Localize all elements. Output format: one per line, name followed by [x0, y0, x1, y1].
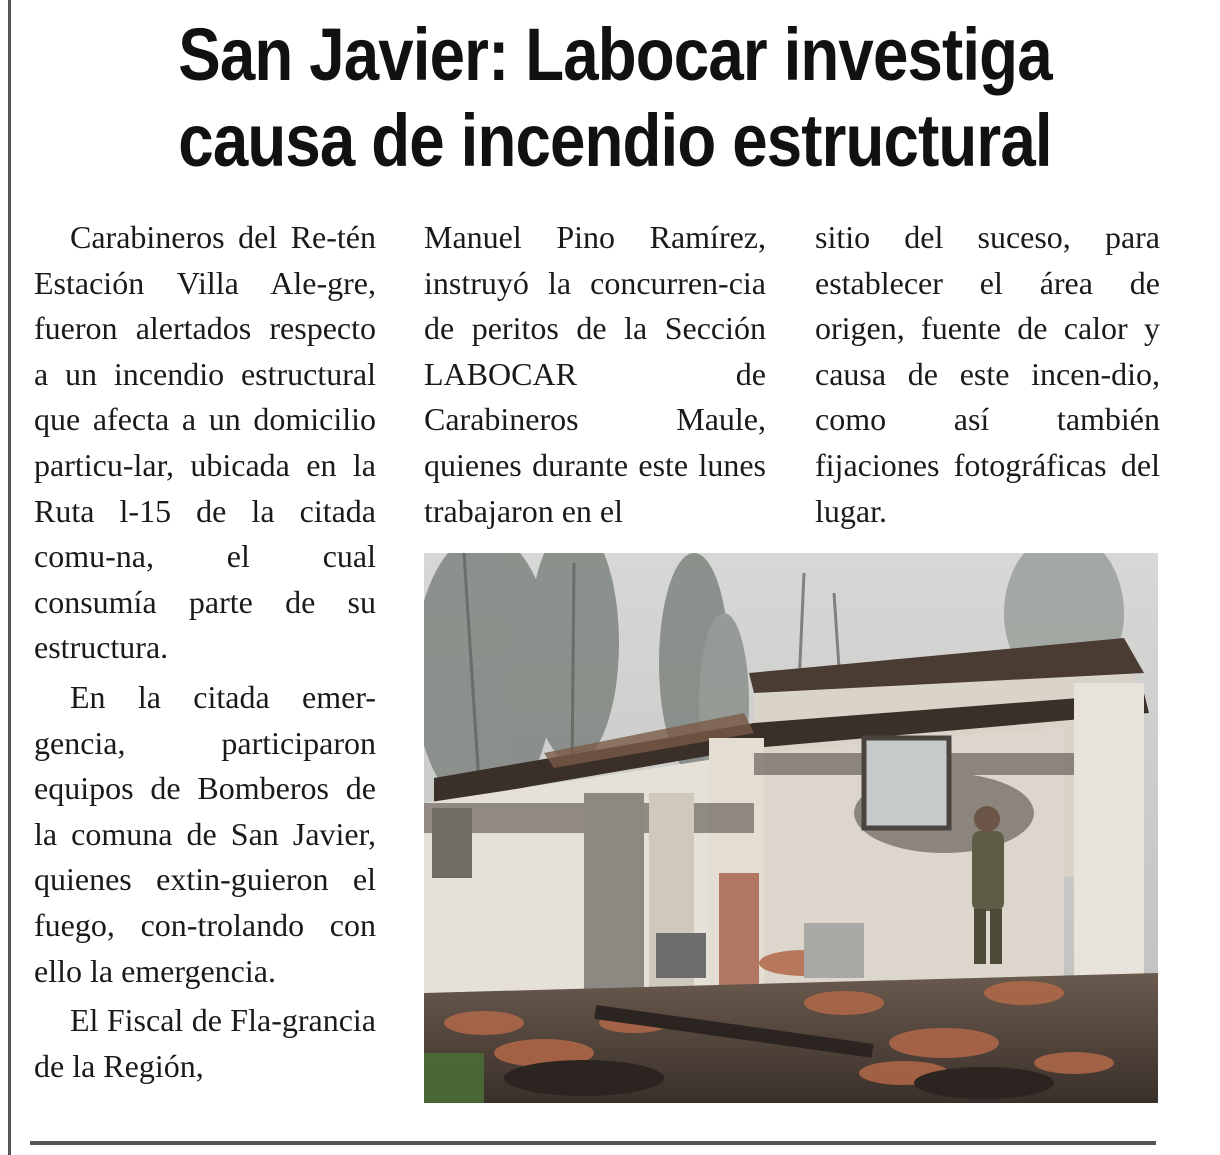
article-column-3	[815, 215, 1160, 534]
window-back	[864, 738, 949, 828]
paragraph-5: sitio del suceso, para establecer el área de origen, fuente de calor y causa de este incen-dio, como así también fijaciones fotográficas del lugar.	[815, 219, 1160, 529]
paragraph-4: Manuel Pino Ramírez, instruyó la concurren-cia de peritos de la Sección LABOCAR de Carabineros Maule, quienes durante este lunes trabajaron en el	[424, 219, 766, 529]
paragraph-3: El Fiscal de Fla-grancia de la Región,	[34, 1002, 376, 1084]
paragraph-1: Carabineros del Re-tén Estación Villa Ale-gre, fueron alertados respecto a un incendio estructural que afecta a un domicilio particu-lar, ubicada en la Ruta l-15 de la citada comu-na, el cual consumía parte de su estructura.	[34, 219, 376, 666]
grass-patch	[424, 1053, 484, 1103]
bottom-rule	[30, 1141, 1156, 1145]
news-photo	[424, 553, 1158, 1103]
burned-house-illustration	[424, 553, 1158, 1103]
burned-appliance	[656, 933, 706, 978]
left-column-rule	[8, 0, 11, 1155]
headline-line-2: causa de incendio estructural	[178, 99, 1052, 182]
stove-remains	[804, 923, 864, 978]
doorway	[584, 793, 644, 1013]
headline	[121, 12, 1110, 184]
paragraph-2: En la citada emer-gencia, participaron equipos de Bomberos de la comuna de San Javier, quienes extin-guieron el fuego, con-trolando con ello la emergencia.	[34, 678, 376, 989]
window-left	[432, 808, 472, 878]
headline-line-1: San Javier: Labocar investiga	[178, 13, 1052, 96]
article-column-2	[424, 215, 766, 534]
article-column-1	[34, 215, 376, 1089]
